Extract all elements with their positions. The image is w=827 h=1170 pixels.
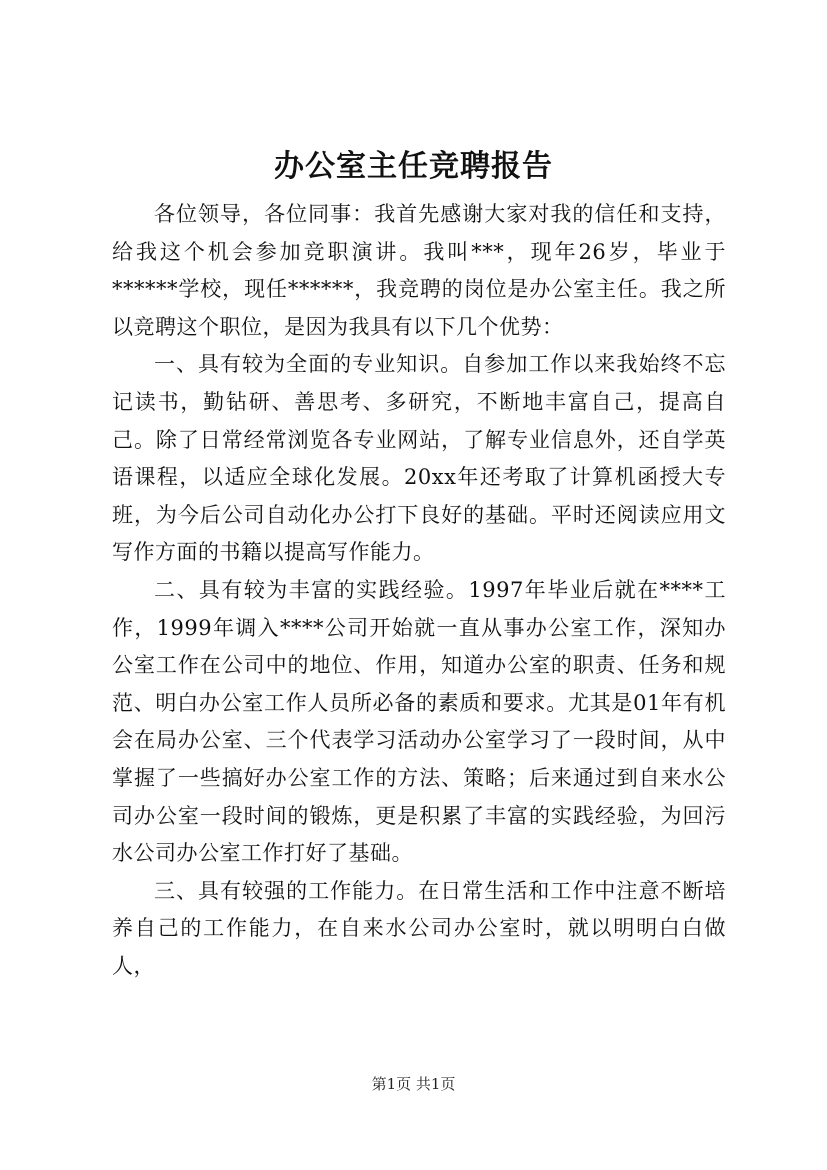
document-title: 办公室主任竞聘报告 bbox=[274, 149, 553, 184]
paragraph-experience: 二、具有较为丰富的实践经验。1997年毕业后就在****工作，1999年调入****公司开始就一直从事办公室工作，深知办公室工作在公司中的地位、作用，知道办公室的职责、任务和规范、明白办公室工作人员所必备的素质和要求。尤其是01年有机会在局办公室、三个代表学习活动办公室学习了一段时间，从中掌握了一些搞好办公室工作的方法、策略；后来通过到自来水公司办公室一段时间的锻炼，更是积累了丰富的实践经验，为回污水公司办公室工作打好了基础。 bbox=[112, 577, 726, 866]
document-body bbox=[112, 196, 726, 985]
page-footer: 第1页 共1页 bbox=[371, 1075, 456, 1093]
paragraph-greeting: 各位领导，各位同事：我首先感谢大家对我的信任和支持，给我这个机会参加竞职演讲。我叫***，现年26岁，毕业于******学校，现任******，我竞聘的岗位是办公室主任。我之所以竞聘这个职位，是因为我具有以下几个优势： bbox=[112, 202, 726, 339]
paragraph-ability: 三、具有较强的工作能力。在日常生活和工作中注意不断培养自己的工作能力，在自来水公司办公室时，就以明明白白做人， bbox=[112, 878, 726, 978]
paragraph-knowledge: 一、具有较为全面的专业知识。自参加工作以来我始终不忘记读书，勤钻研、善思考、多研究，不断地丰富自己，提高自己。除了日常经常浏览各专业网站，了解专业信息外，还自学英语课程，以适应全球化发展。20xx年还考取了计算机函授大专班，为今后公司自动化办公打下良好的基础。平时还阅读应用文写作方面的书籍以提高写作能力。 bbox=[112, 352, 726, 565]
